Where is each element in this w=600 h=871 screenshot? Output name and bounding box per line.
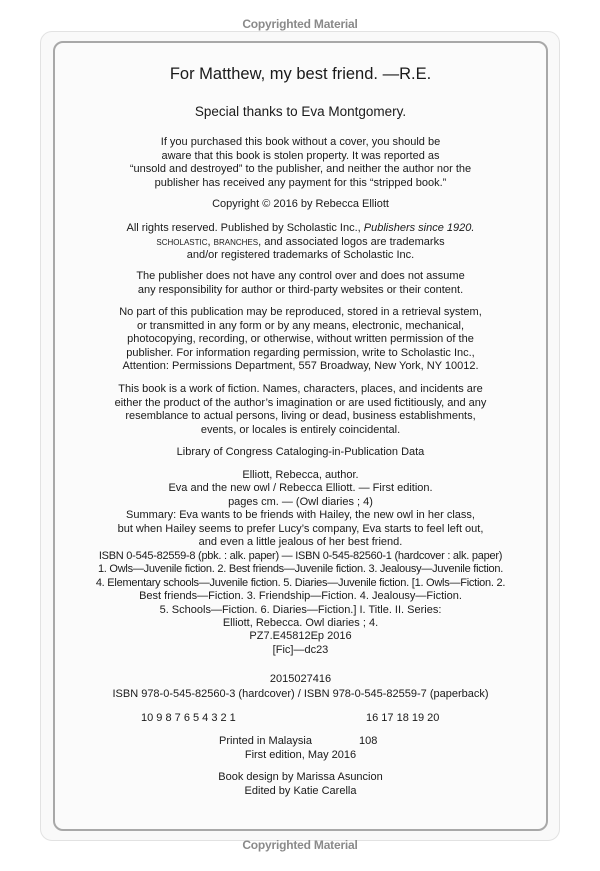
text-line: PZ7.E45812Ep 2016 — [249, 630, 352, 643]
text-line: Summary: Eva wants to be friends with Hailey, the new owl in her class, — [126, 509, 475, 522]
text-line: Best friends—Fiction. 3. Friendship—Fiction. 4. Jealousy—Fiction. — [139, 590, 462, 603]
text-line: Elliott, Rebecca, author. — [242, 469, 359, 481]
dedication: For Matthew, my best friend. —R.E. — [169, 65, 432, 83]
fiction-notice — [53, 383, 548, 437]
edition-line: First edition, May 2016 — [244, 749, 357, 761]
text-line: Attention: Permissions Department, 557 Broadway, New York, NY 10012. — [122, 360, 479, 372]
text-line: and/or registered trademarks of Scholastic Inc. — [186, 249, 415, 261]
stolen-book-notice — [53, 136, 548, 190]
copyright-line: Copyright © 2016 by Rebecca Elliott — [212, 198, 389, 210]
text-line: pages cm. — (Owl diaries ; 4) — [228, 495, 373, 508]
text-line: events, or locales is entirely coincidental. — [200, 423, 401, 436]
no-part-notice — [53, 306, 548, 374]
lccn: 2015027416 — [269, 673, 332, 685]
text: All rights reserved. Published by Scholastic Inc., — [126, 222, 364, 234]
text-line: publisher. For information regarding permission, write to Scholastic Inc., — [126, 346, 475, 359]
special-thanks: Special thanks to Eva Montgomery. — [194, 104, 407, 119]
text-line: and even a little jealous of her best friend. — [198, 536, 403, 549]
trademark-names: scholastic, branches, — [156, 235, 262, 248]
text-line: If you purchased this book without a cover, you should be — [160, 136, 441, 148]
text-line: 5. Schools—Fiction. 6. Diaries—Fiction.] I. Title. II. Series: — [159, 603, 442, 616]
printed-in: Printed in Malaysia — [219, 735, 312, 747]
text-line: but when Hailey seems to prefer Lucy’s company, Eva starts to feel left out, — [117, 522, 484, 535]
text-line: photocopying, recording, or otherwise, without written permission of the — [127, 333, 474, 345]
text-line: This book is a work of fiction. Names, characters, places, and incidents are — [118, 383, 483, 395]
text: and associated logos are trademarks — [261, 235, 445, 248]
year-numbers: 16 17 18 19 20 — [366, 712, 440, 724]
text-line: aware that this book is stolen property. It was reported as — [161, 149, 440, 162]
text-line: any responsibility for author or third-party websites or their content. — [137, 283, 464, 296]
isbn-13-line: ISBN 978-0-545-82560-3 (hardcover) / ISBN 978-0-545-82559-7 (paperback) — [112, 688, 489, 700]
text-line: ISBN 0-545-82559-8 (pbk. : alk. paper) — ISBN 0-545-82560-1 (hardcover : alk. paper) — [98, 549, 503, 562]
watermark-top: Copyrighted Material — [242, 17, 358, 31]
text-line: publisher has received any payment for this “stripped book.” — [154, 176, 447, 189]
publisher-notice — [53, 270, 548, 297]
printer-code: 108 — [359, 735, 378, 747]
text-line: The publisher does not have any control over and does not assume — [136, 270, 465, 282]
design-credit: Book design by Marissa Asuncion — [218, 771, 383, 783]
publisher-tagline: Publishers since 1920. — [363, 222, 475, 234]
text-line: resemblance to actual persons, living or dead, business establishments, — [125, 410, 476, 422]
cip-data — [53, 469, 548, 657]
editor-credit: Edited by Katie Carella — [244, 785, 357, 797]
rights-notice — [53, 222, 548, 263]
cip-heading: Library of Congress Cataloging-in-Publication Data — [176, 446, 425, 458]
text-line: “unsold and destroyed” to the publisher, and neither the author nor the — [129, 163, 472, 175]
text-line: Elliott, Rebecca. Owl diaries ; 4. — [222, 616, 379, 629]
text-line: No part of this publication may be reproduced, stored in a retrieval system, — [119, 306, 482, 318]
printing-numbers: 10 9 8 7 6 5 4 3 2 1 — [141, 712, 236, 724]
text-line: or transmitted in any form or by any means, electronic, mechanical, — [136, 319, 465, 332]
text-line: Eva and the new owl / Rebecca Elliott. — First edition. — [168, 482, 433, 495]
text-line: 4. Elementary schools—Juvenile fiction. 5. Diaries—Juvenile fiction. [1. Owls—Fiction. 2. — [95, 576, 506, 589]
text-line: [Fic]—dc23 — [272, 643, 329, 656]
text-line: either the product of the author’s imagination or are used fictitiously, and any — [114, 396, 487, 409]
text-line: 1. Owls—Juvenile fiction. 2. Best friends—Juvenile fiction. 3. Jealousy—Juvenile fiction. — [97, 563, 504, 576]
watermark-bottom: Copyrighted Material — [242, 838, 358, 852]
